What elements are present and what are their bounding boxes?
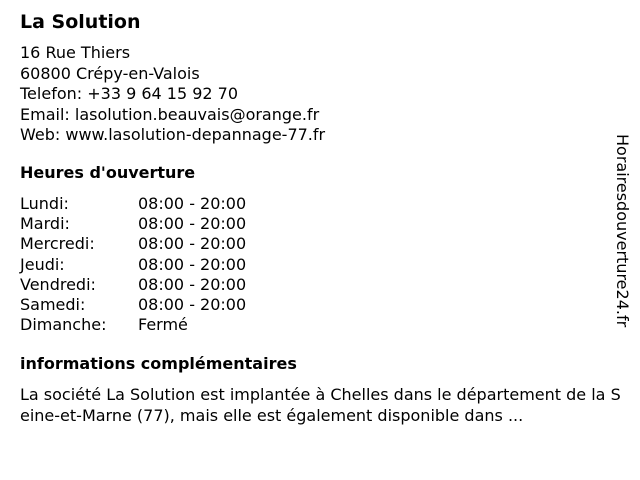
hours-row-samedi	[20, 295, 246, 315]
email-address: Email: lasolution.beauvais@orange.fr	[20, 104, 320, 124]
hours-row-mardi	[20, 214, 246, 234]
hours-heading: Heures d'ouverture	[20, 163, 196, 182]
hours-day: Dimanche:	[20, 315, 107, 335]
info-heading: informations complémentaires	[20, 354, 297, 373]
opening-hours-table	[20, 194, 246, 335]
hours-day: Vendredi:	[20, 274, 96, 294]
hours-time: 08:00 - 20:00	[138, 234, 247, 254]
hours-time: 08:00 - 20:00	[138, 194, 247, 213]
hours-time: Fermé	[138, 315, 188, 335]
hours-row-jeudi	[20, 255, 246, 275]
hours-day: Mardi:	[20, 214, 70, 234]
hours-day: Jeudi:	[20, 254, 65, 274]
site-watermark: Horairesdouverture24.fr	[613, 134, 632, 328]
hours-row-dimanche	[20, 315, 246, 335]
hours-day: Mercredi:	[20, 234, 95, 254]
info-description: La société La Solution est implantée à Chelles dans le département de la Seine-et-Marne (77), mais elle est également disponible dans ...	[20, 385, 621, 425]
hours-row-lundi	[20, 194, 246, 214]
hours-time: 08:00 - 20:00	[138, 254, 247, 274]
hours-row-mercredi	[20, 234, 246, 254]
contact-block	[20, 43, 325, 146]
phone-number: Telefon: +33 9 64 15 92 70	[20, 84, 239, 103]
hours-row-vendredi	[20, 275, 246, 295]
hours-day: Samedi:	[20, 295, 86, 315]
hours-time: 08:00 - 20:00	[138, 214, 247, 234]
hours-day: Lundi:	[20, 194, 69, 213]
website-address: Web: www.lasolution-depannage-77.fr	[20, 125, 326, 144]
city-postcode: 60800 Crépy-en-Valois	[20, 63, 200, 83]
hours-time: 08:00 - 20:00	[138, 274, 247, 294]
hours-time: 08:00 - 20:00	[138, 295, 247, 315]
street-address: 16 Rue Thiers	[20, 43, 131, 62]
business-name: La Solution	[20, 11, 141, 33]
